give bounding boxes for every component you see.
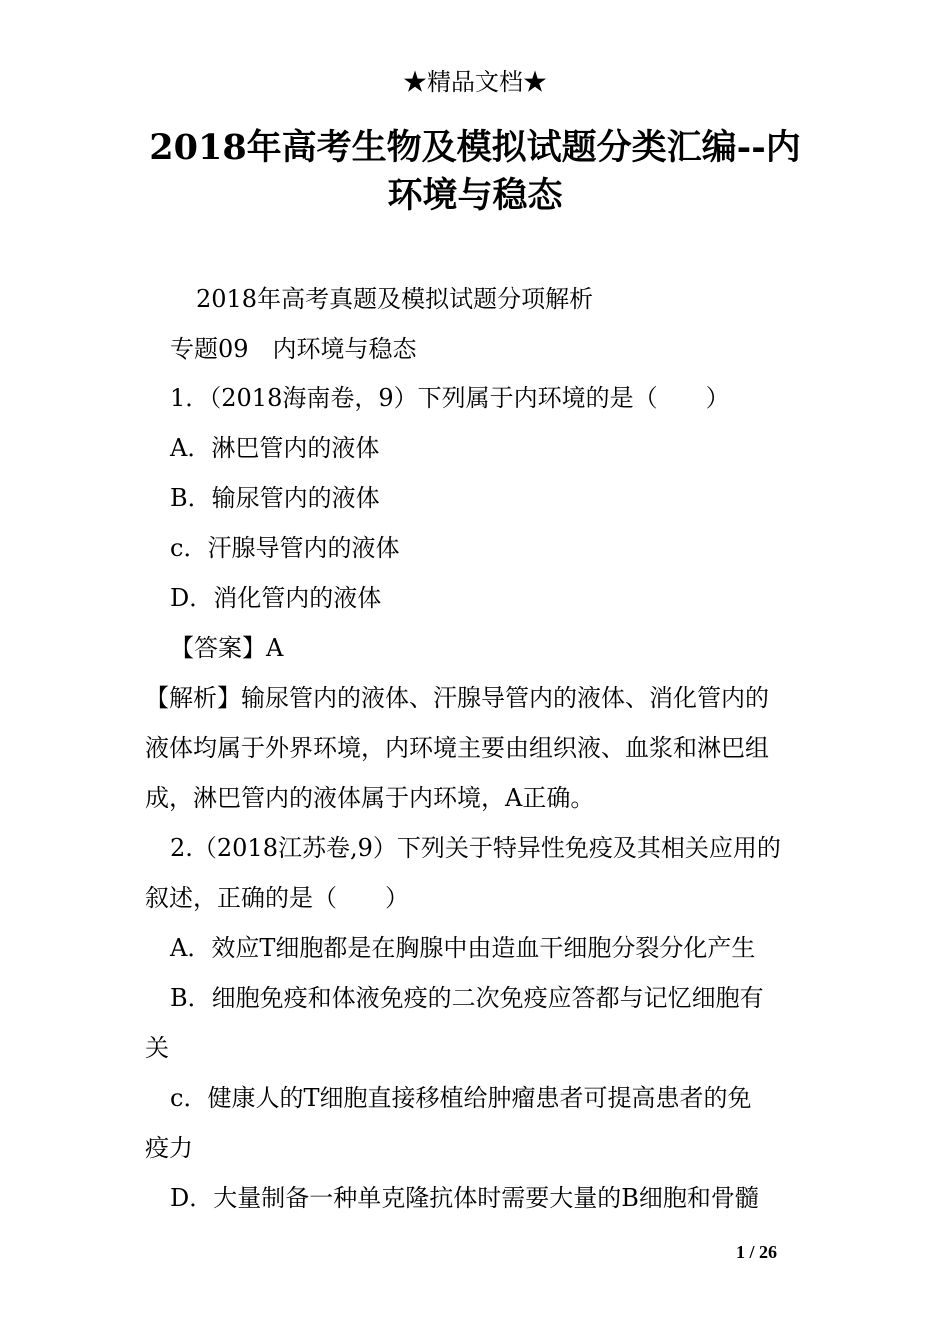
question-1-analysis-line-1: 【解析】输尿管内的液体、汗腺导管内的液体、消化管内的 xyxy=(145,684,769,712)
question-2-option-c-line-1: c．健康人的T细胞直接移植给肿瘤患者可提高患者的免 xyxy=(170,1084,752,1112)
question-1-stem: 1．（2018海南卷，9）下列属于内环境的是（ ） xyxy=(170,384,730,412)
subtitle: 2018年高考真题及模拟试题分项解析 xyxy=(196,285,594,313)
question-1-option-b: B．输尿管内的液体 xyxy=(170,484,380,512)
topic-heading: 专题09 内环境与稳态 xyxy=(170,335,417,363)
question-2-option-b-line-1: B．细胞免疫和体液免疫的二次免疫应答都与记忆细胞有 xyxy=(170,984,764,1012)
question-1-analysis-line-2: 液体均属于外界环境，内环境主要由组织液、血浆和淋巴组 xyxy=(145,734,769,762)
question-1-option-c: c．汗腺导管内的液体 xyxy=(170,534,400,562)
page-header: ★精品文档★ xyxy=(403,68,547,96)
title-line-1: 2018年高考生物及模拟试题分类汇编--内 xyxy=(149,127,801,168)
question-1-option-a: A．淋巴管内的液体 xyxy=(170,434,380,462)
question-1-analysis-line-3: 成，淋巴管内的液体属于内环境，A正确。 xyxy=(145,784,595,812)
question-2-option-c-line-2: 疫力 xyxy=(145,1134,193,1162)
question-2-stem-line-1: 2.（2018江苏卷,9）下列关于特异性免疫及其相关应用的 xyxy=(170,834,781,862)
page-number: 1 / 26 xyxy=(736,1242,778,1262)
title-line-2: 环境与稳态 xyxy=(387,175,563,216)
question-2-stem-line-2: 叙述，正确的是（ ） xyxy=(145,884,409,912)
question-1-answer: 【答案】A xyxy=(170,634,284,662)
question-2-option-a: A．效应T细胞都是在胸腺中由造血干细胞分裂分化产生 xyxy=(170,934,756,962)
question-2-option-d-line-1: D．大量制备一种单克隆抗体时需要大量的B细胞和骨髓 xyxy=(170,1184,759,1212)
question-2-option-b-line-2: 关 xyxy=(145,1034,169,1062)
question-1-option-d: D．消化管内的液体 xyxy=(170,584,382,612)
document-title xyxy=(145,124,805,220)
